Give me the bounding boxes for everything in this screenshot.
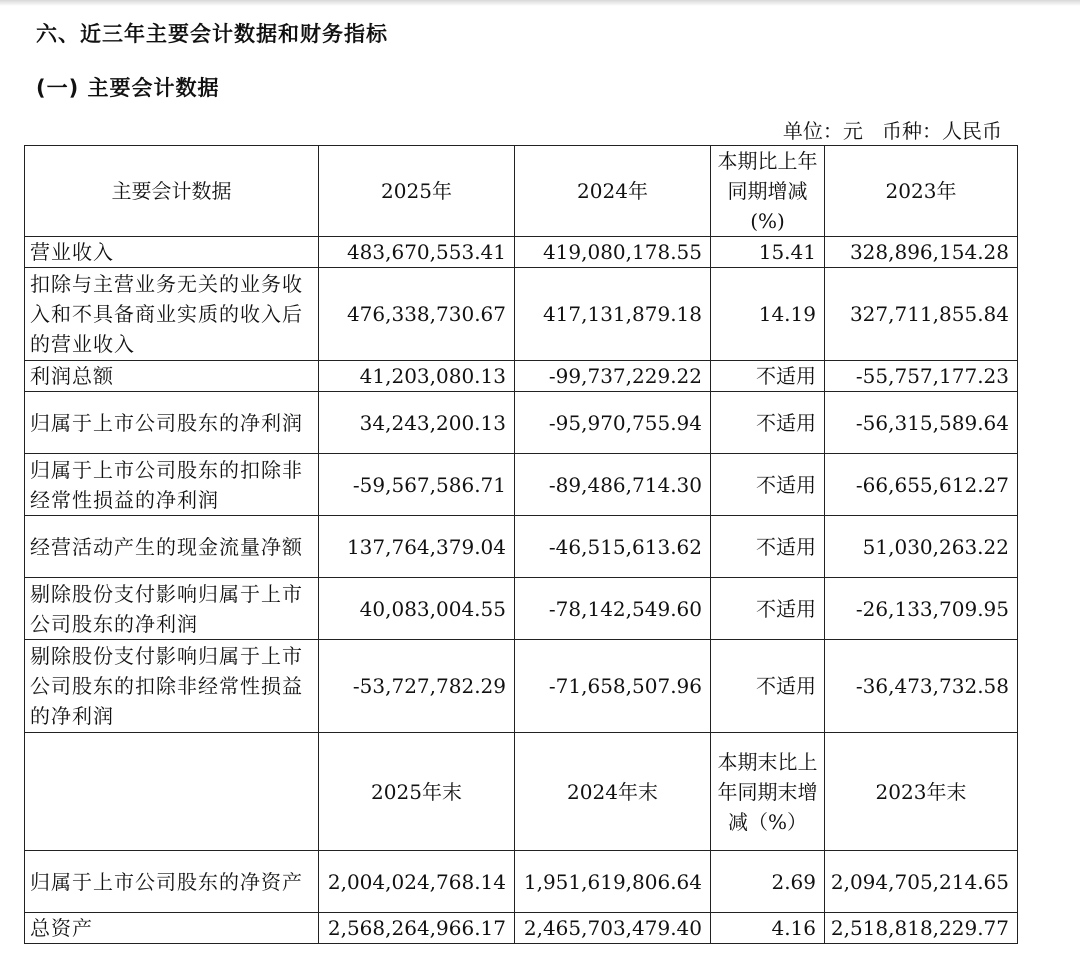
cell-change: 4.16 (711, 913, 825, 944)
cell-2025: 476,338,730.67 (319, 268, 515, 361)
cell-change: 不适用 (711, 454, 825, 516)
accounting-data-table (24, 145, 1018, 944)
unit-label: 单位：元 (782, 119, 863, 143)
header-2025-end: 2025年末 (319, 733, 515, 851)
table-row (25, 516, 1018, 578)
header-2024-end: 2024年末 (515, 733, 711, 851)
cell-2023: -56,315,589.64 (825, 392, 1018, 454)
cell-2024: -78,142,549.60 (515, 578, 711, 640)
row-label: 剔除股份支付影响归属于上市公司股东的净利润 (25, 578, 319, 640)
header-blank (25, 733, 319, 851)
cell-change: 15.41 (711, 237, 825, 268)
table-row (25, 578, 1018, 640)
cell-2025: 2,568,264,966.17 (319, 913, 515, 944)
table-row (25, 640, 1018, 733)
cell-2023: 51,030,263.22 (825, 516, 1018, 578)
cell-2025: 137,764,379.04 (319, 516, 515, 578)
currency-label: 币种：人民币 (882, 119, 1002, 143)
cell-2023: -66,655,612.27 (825, 454, 1018, 516)
section-title: 六、近三年主要会计数据和财务指标 (36, 22, 388, 46)
table-row (25, 913, 1018, 944)
header-2024: 2024年 (515, 146, 711, 237)
cell-2025: 34,243,200.13 (319, 392, 515, 454)
cell-2024: 2,465,703,479.40 (515, 913, 711, 944)
table1-header-row (25, 146, 1018, 237)
header-change-end: 本期末比上年同期末增减（%） (711, 733, 825, 851)
row-label: 利润总额 (25, 361, 319, 392)
cell-2023: -26,133,709.95 (825, 578, 1018, 640)
unit-currency-note (783, 115, 1002, 144)
cell-2024: -95,970,755.94 (515, 392, 711, 454)
cell-2023: 2,094,705,214.65 (825, 851, 1018, 913)
row-label: 扣除与主营业务无关的业务收入和不具备商业实质的收入后的营业收入 (25, 268, 319, 361)
cell-2024: 417,131,879.18 (515, 268, 711, 361)
table-row (25, 237, 1018, 268)
row-label: 归属于上市公司股东的净利润 (25, 392, 319, 454)
cell-2024: 1,951,619,806.64 (515, 851, 711, 913)
header-2023: 2023年 (825, 146, 1018, 237)
cell-2025: 2,004,024,768.14 (319, 851, 515, 913)
cell-2023: -36,473,732.58 (825, 640, 1018, 733)
header-2025: 2025年 (319, 146, 515, 237)
table-row (25, 851, 1018, 913)
cell-2023: 328,896,154.28 (825, 237, 1018, 268)
cell-2025: -53,727,782.29 (319, 640, 515, 733)
header-item: 主要会计数据 (25, 146, 319, 237)
cell-change: 不适用 (711, 392, 825, 454)
cell-2024: -71,658,507.96 (515, 640, 711, 733)
cell-change: 2.69 (711, 851, 825, 913)
cropped-top-line (0, 0, 1080, 6)
cell-2023: 327,711,855.84 (825, 268, 1018, 361)
subsection-title: (一) 主要会计数据 (36, 76, 220, 100)
cell-2025: 41,203,080.13 (319, 361, 515, 392)
row-label: 营业收入 (25, 237, 319, 268)
row-label: 经营活动产生的现金流量净额 (25, 516, 319, 578)
cell-change: 14.19 (711, 268, 825, 361)
cell-2023: 2,518,818,229.77 (825, 913, 1018, 944)
cell-2024: -89,486,714.30 (515, 454, 711, 516)
cell-change: 不适用 (711, 640, 825, 733)
cell-2024: 419,080,178.55 (515, 237, 711, 268)
row-label: 总资产 (25, 913, 319, 944)
header-change: 本期比上年同期增减(%) (711, 146, 825, 237)
table-row (25, 454, 1018, 516)
cell-2024: -46,515,613.62 (515, 516, 711, 578)
cell-change: 不适用 (711, 361, 825, 392)
table2-header-row (25, 733, 1018, 851)
row-label: 归属于上市公司股东的扣除非经常性损益的净利润 (25, 454, 319, 516)
table-row (25, 361, 1018, 392)
cell-2025: 483,670,553.41 (319, 237, 515, 268)
cell-2023: -55,757,177.23 (825, 361, 1018, 392)
cell-change: 不适用 (711, 516, 825, 578)
cell-change: 不适用 (711, 578, 825, 640)
cell-2024: -99,737,229.22 (515, 361, 711, 392)
table-row (25, 392, 1018, 454)
cell-2025: 40,083,004.55 (319, 578, 515, 640)
cell-2025: -59,567,586.71 (319, 454, 515, 516)
table-row (25, 268, 1018, 361)
row-label: 归属于上市公司股东的净资产 (25, 851, 319, 913)
header-2023-end: 2023年末 (825, 733, 1018, 851)
row-label: 剔除股份支付影响归属于上市公司股东的扣除非经常性损益的净利润 (25, 640, 319, 733)
